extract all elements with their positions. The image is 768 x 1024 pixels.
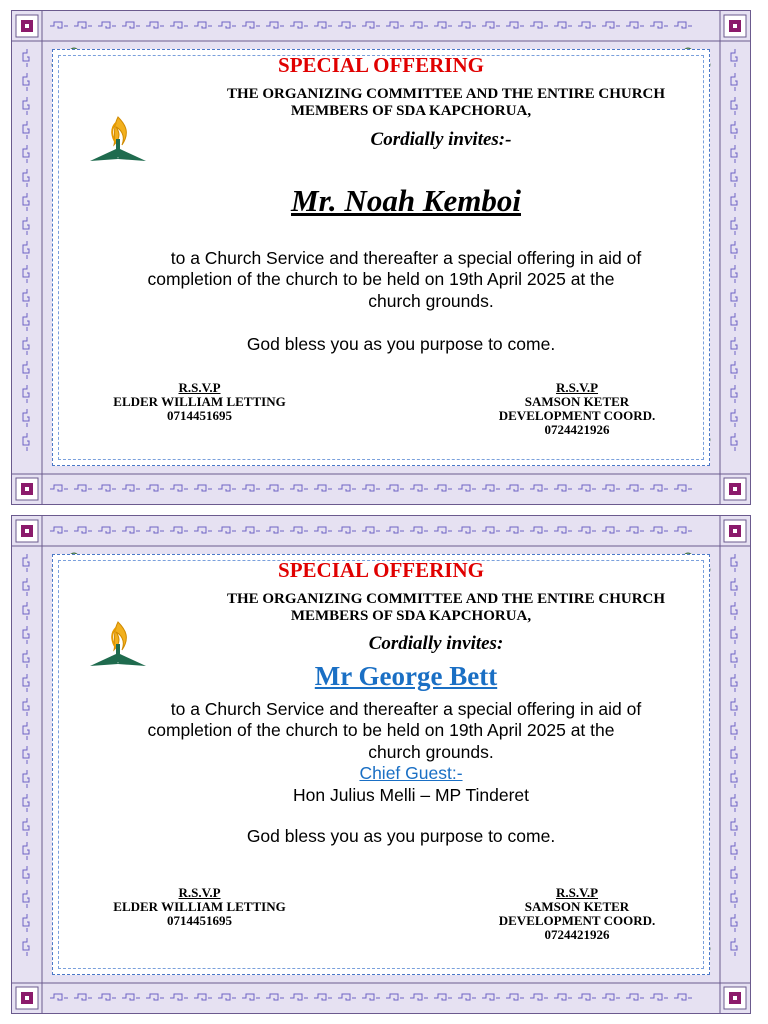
organizer-line-2: MEMBERS OF SDA KAPCHORUA, — [290, 103, 532, 119]
rsvp-contact-name: SAMSON KETER — [524, 899, 630, 914]
corner-square-icon — [724, 15, 746, 37]
corner-square-icon — [724, 987, 746, 1009]
body-line-3: church grounds. — [368, 742, 494, 762]
body-line-3: church grounds. — [368, 291, 494, 311]
organizer-line-2: MEMBERS OF SDA KAPCHORUA, — [290, 608, 532, 624]
rsvp-heading: R.S.V.P — [178, 380, 221, 395]
guest-name: Mr. Noah Kemboi — [291, 183, 521, 218]
card-title: SPECIAL OFFERING — [278, 558, 484, 582]
rsvp-right — [472, 381, 682, 437]
rsvp-heading: R.S.V.P — [555, 885, 599, 900]
rsvp-contact-name: ELDER WILLIAM LETTING — [113, 899, 286, 914]
corner-square-icon — [724, 520, 746, 542]
rsvp-phone: 0714451695 — [167, 913, 232, 928]
invitation-card-2 — [11, 515, 751, 1014]
organizer-line-1: THE ORGANIZING COMMITTEE AND THE ENTIRE CHURCH — [226, 591, 666, 607]
corner-square-icon — [16, 520, 38, 542]
rsvp-phone: 0714451695 — [167, 408, 232, 423]
body-line-1: to a Church Service and thereafter a special offering in aid of — [170, 248, 642, 268]
rsvp-left — [82, 886, 317, 928]
rsvp-left — [82, 381, 317, 423]
invitation-card-1 — [11, 10, 751, 505]
body-line-2: completion of the church to be held on 19th April 2025 at the — [147, 269, 615, 289]
card-title: SPECIAL OFFERING — [278, 53, 484, 77]
chief-guest-label: Chief Guest:- — [359, 763, 463, 783]
chief-guest-name: Hon Julius Melli – MP Tinderet — [292, 785, 530, 805]
rsvp-heading: R.S.V.P — [555, 380, 599, 395]
rsvp-right — [472, 886, 682, 942]
corner-square-icon — [16, 15, 38, 37]
blessing-line: God bless you as you purpose to come. — [246, 826, 556, 846]
corner-square-icon — [16, 987, 38, 1009]
rsvp-phone: 0724421926 — [544, 422, 610, 437]
sda-church-logo-icon — [86, 109, 150, 165]
rsvp-contact-name: SAMSON KETER — [524, 394, 630, 409]
body-line-1: to a Church Service and thereafter a special offering in aid of — [170, 699, 642, 719]
rsvp-contact-name: ELDER WILLIAM LETTING — [113, 394, 286, 409]
corner-square-icon — [16, 478, 38, 500]
invites-line: Cordially invites:- — [370, 129, 512, 150]
guest-name: Mr George Bett — [314, 661, 498, 691]
rsvp-role: DEVELOPMENT COORD. — [498, 408, 656, 423]
blessing-line: God bless you as you purpose to come. — [246, 334, 556, 354]
body-line-2: completion of the church to be held on 19th April 2025 at the — [147, 720, 615, 740]
rsvp-role: DEVELOPMENT COORD. — [498, 913, 656, 928]
corner-square-icon — [724, 478, 746, 500]
organizer-line-1: THE ORGANIZING COMMITTEE AND THE ENTIRE CHURCH — [226, 86, 666, 102]
rsvp-phone: 0724421926 — [544, 927, 610, 942]
rsvp-heading: R.S.V.P — [178, 885, 221, 900]
sda-church-logo-icon — [86, 614, 150, 670]
invites-line: Cordially invites: — [368, 633, 504, 654]
